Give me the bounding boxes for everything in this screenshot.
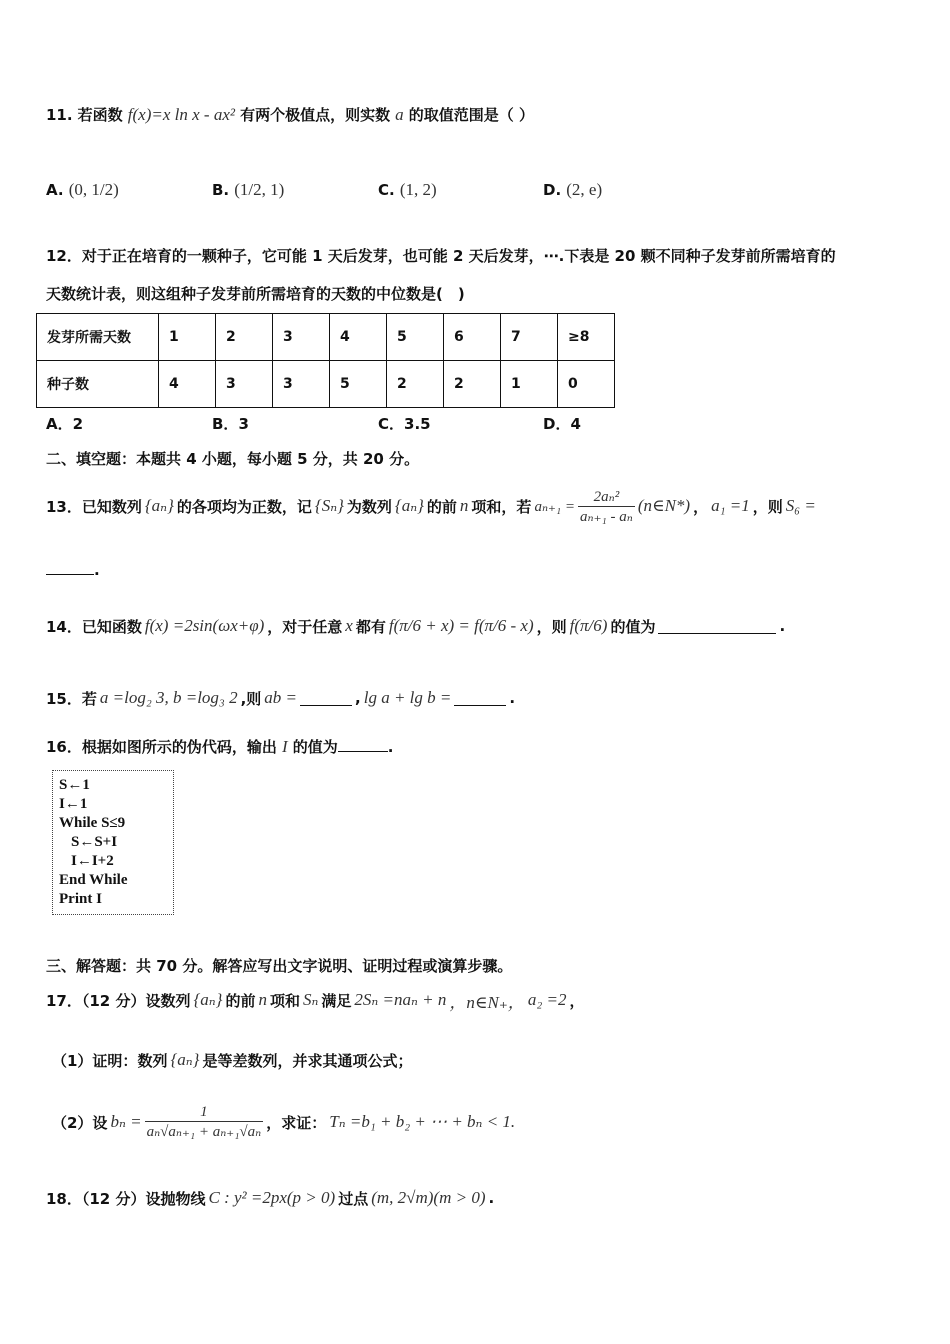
q18-formula: C : y² =2px(p > 0) bbox=[208, 1188, 336, 1207]
option-value: 3 bbox=[238, 415, 249, 433]
option-label: B． bbox=[212, 415, 239, 433]
fraction-denominator: aₙ√aₙ₊₁ + aₙ₊₁√aₙ bbox=[146, 1123, 262, 1140]
code-line: Print I bbox=[59, 891, 102, 907]
fraction-numerator: 2aₙ² bbox=[578, 487, 635, 507]
q13-text: 为数列 bbox=[346, 497, 392, 516]
germination-table bbox=[36, 313, 615, 408]
option-value: (1/2, 1) bbox=[234, 180, 285, 199]
table-cell: 7 bbox=[501, 314, 558, 361]
table-row bbox=[37, 361, 615, 408]
question-11 bbox=[46, 104, 534, 125]
q14-text: 14．已知函数 bbox=[46, 617, 142, 636]
code-line: I←1 bbox=[59, 796, 88, 812]
q11-number: 11. bbox=[46, 106, 73, 124]
q14-text: 的值为 bbox=[610, 617, 656, 636]
option-value: 4 bbox=[570, 415, 581, 433]
q12-option-d bbox=[543, 413, 581, 434]
q13-condition: (n∈N*) bbox=[637, 496, 691, 515]
q17-condition: ，n∈N₊， bbox=[449, 992, 525, 1012]
q11-option-a bbox=[46, 180, 119, 200]
q11-tail: 的取值范围是（ ） bbox=[408, 106, 534, 124]
option-label: D． bbox=[543, 415, 571, 433]
q17-p2-inequality: Tₙ =b₁ + b₂ + ⋯ + bₙ < 1. bbox=[329, 1112, 516, 1131]
q13-formula-lhs: aₙ₊₁ = bbox=[534, 498, 576, 515]
option-value: 2 bbox=[72, 415, 84, 433]
option-label: A. bbox=[46, 181, 64, 199]
option-label: C. bbox=[378, 181, 395, 199]
q17-seq: {aₙ} bbox=[193, 990, 223, 1009]
question-13: 13．已知数列 {aₙ} 的各项均为正数，记 {Sₙ} 为数列 {aₙ} 的前 n 项和，若 aₙ₊₁ = $\frac{\text{2aₙ²}}{\text{aₙ₊₁ - aₙ}}$ (n∈N*) ， a₁ =1 ，则 S₆ = bbox=[46, 488, 816, 525]
q13-seq-a: {aₙ} bbox=[394, 496, 424, 515]
q14-answer-blank[interactable] bbox=[658, 619, 776, 634]
code-line: S←1 bbox=[59, 777, 90, 793]
q13-n: n bbox=[459, 496, 469, 515]
q17-n: n bbox=[258, 990, 267, 1009]
q15-answer-blank-2[interactable] bbox=[454, 691, 506, 706]
q11-option-d bbox=[543, 180, 602, 200]
q13-text: 13．已知数列 bbox=[46, 497, 142, 516]
q11-option-b bbox=[212, 180, 284, 200]
q15-answer-blank-1[interactable] bbox=[300, 691, 352, 706]
q11-var: a bbox=[395, 105, 404, 124]
question-17 bbox=[46, 984, 584, 1016]
q11-formula: f(x)=x ln x - ax² bbox=[127, 105, 235, 124]
pseudocode-box bbox=[52, 770, 174, 915]
fraction-denominator: aₙ₊₁ - aₙ bbox=[580, 508, 633, 525]
option-value: 3.5 bbox=[404, 415, 431, 433]
table-header-cell: 发芽所需天数 bbox=[37, 314, 159, 361]
q17-formula: 2Sₙ =naₙ + n bbox=[354, 990, 447, 1009]
q12-line1: 12．对于正在培育的一颗种子，它可能 1 天后发芽，也可能 2 天后发芽，⋯.下表是 20 颗不同种子发芽前所需培育的 bbox=[46, 247, 836, 265]
q12-line2: 天数统计表，则这组种子发芽前所需培育的天数的中位数是( ) bbox=[46, 285, 465, 303]
q17-seq: {aₙ} bbox=[170, 1050, 200, 1069]
q15-lg: lg a + lg b = bbox=[363, 688, 452, 707]
q17-text: 的前 bbox=[225, 991, 256, 1010]
q11-suffix: 有两个极值点，则实数 bbox=[240, 106, 391, 124]
option-label: B. bbox=[212, 181, 230, 199]
q13-s6: S₆ = bbox=[785, 496, 816, 515]
q16-answer-blank[interactable] bbox=[338, 737, 388, 752]
section-3-heading: 三、解答题：共 70 分。解答应写出文字说明、证明过程或演算步骤。 bbox=[46, 957, 513, 975]
question-14: 14．已知函数 f(x) =2sin(ωx+φ) ，对于任意 x 都有 f(π/6 + x) = f(π/6 - x) ，则 f(π/6) 的值为 . bbox=[46, 616, 786, 636]
q15-text: 15．若 bbox=[46, 689, 97, 708]
q13-text: 项和，若 bbox=[471, 497, 532, 516]
q17-fraction bbox=[145, 1104, 264, 1141]
q14-x: x bbox=[345, 616, 353, 635]
code-line: End While bbox=[59, 872, 128, 888]
q18-end: . bbox=[488, 1189, 495, 1207]
option-label: A． bbox=[46, 415, 73, 433]
q17-sn: Sₙ bbox=[303, 990, 319, 1009]
q14-text: 都有 bbox=[355, 617, 386, 636]
option-label: D. bbox=[543, 181, 562, 199]
question-15 bbox=[46, 680, 515, 716]
q15-formula: a =log₂ 3, b =log₃ 2 bbox=[99, 688, 238, 707]
table-row bbox=[37, 314, 615, 361]
q17-comma: ， bbox=[569, 991, 585, 1010]
q11-prefix: 若函数 bbox=[77, 106, 123, 124]
fraction-numerator: 1 bbox=[145, 1104, 264, 1122]
q14-fvalue: f(π/6) bbox=[569, 616, 608, 635]
option-value: (1, 2) bbox=[399, 180, 437, 199]
q15-ab: ab = bbox=[264, 688, 298, 707]
q17-a2: a₂ =2 bbox=[527, 990, 567, 1009]
q13-text: 的前 bbox=[426, 497, 457, 516]
q17-p2-label: （2）设 bbox=[52, 1113, 108, 1132]
q15-separator: , bbox=[355, 689, 361, 707]
q17-p2-mid: ，求证： bbox=[266, 1113, 327, 1132]
q12-option-a bbox=[46, 413, 83, 434]
q17-p1-label: （1）证明：数列 bbox=[52, 1051, 168, 1070]
q16-tail: 的值为 bbox=[292, 738, 338, 756]
q14-text: ，则 bbox=[536, 617, 567, 636]
q12-option-b bbox=[212, 413, 249, 434]
q13-answer-blank[interactable]: . bbox=[46, 560, 100, 579]
q16-var: I bbox=[281, 737, 288, 756]
table-cell: 3 bbox=[273, 361, 330, 408]
q17-text: 项和 bbox=[270, 991, 301, 1010]
question-18 bbox=[46, 1182, 494, 1214]
table-cell: 1 bbox=[501, 361, 558, 408]
table-cell: 6 bbox=[444, 314, 501, 361]
q17-part-2 bbox=[52, 1098, 515, 1146]
table-cell: 2 bbox=[444, 361, 501, 408]
section-2-heading: 二、填空题：本题共 4 小题，每小题 5 分，共 20 分。 bbox=[46, 450, 420, 468]
q17-part-1 bbox=[52, 1045, 412, 1075]
table-header-cell: 种子数 bbox=[37, 361, 159, 408]
q13-text: ，则 bbox=[752, 497, 783, 516]
q18-text: 过点 bbox=[338, 1189, 369, 1208]
q16-end: . bbox=[387, 738, 394, 756]
option-value: (0, 1/2) bbox=[68, 180, 119, 199]
table-cell: 3 bbox=[273, 314, 330, 361]
q15-text: ,则 bbox=[240, 689, 262, 708]
q17-p1-tail: 是等差数列，并求其通项公式； bbox=[202, 1051, 413, 1070]
q13-fraction bbox=[578, 487, 635, 526]
q17-text: 17．（12 分）设数列 bbox=[46, 991, 191, 1010]
code-line: S←S+I bbox=[71, 834, 118, 850]
table-cell: ≥8 bbox=[558, 314, 615, 361]
table-cell: 0 bbox=[558, 361, 615, 408]
q12-option-c bbox=[378, 413, 431, 434]
table-cell: 5 bbox=[330, 361, 387, 408]
table-cell: 2 bbox=[387, 361, 444, 408]
q13-seq-a: {aₙ} bbox=[144, 496, 174, 515]
code-line: I←I+2 bbox=[71, 853, 114, 869]
q18-point: (m, 2√m)(m > 0) bbox=[371, 1188, 486, 1207]
q18-text: 18．（12 分）设抛物线 bbox=[46, 1189, 206, 1208]
table-cell: 4 bbox=[159, 361, 216, 408]
table-cell: 3 bbox=[216, 361, 273, 408]
question-16 bbox=[46, 736, 393, 757]
table-cell: 2 bbox=[216, 314, 273, 361]
table-cell: 5 bbox=[387, 314, 444, 361]
table-cell: 4 bbox=[330, 314, 387, 361]
q15-end: . bbox=[509, 689, 516, 707]
q17-text: 满足 bbox=[321, 991, 352, 1010]
q16-text: 16．根据如图所示的伪代码，输出 bbox=[46, 738, 277, 756]
q13-seq-s: {Sₙ} bbox=[314, 496, 344, 515]
q17-p2-lhs: bₙ = bbox=[110, 1112, 142, 1131]
table-cell: 1 bbox=[159, 314, 216, 361]
option-value: (2, e) bbox=[566, 180, 603, 199]
q13-text: 的各项均为正数，记 bbox=[176, 497, 312, 516]
option-label: C． bbox=[378, 415, 405, 433]
q14-equation: f(π/6 + x) = f(π/6 - x) bbox=[388, 616, 534, 635]
q14-text: ，对于任意 bbox=[267, 617, 343, 636]
q13-a1: a₁ =1 bbox=[711, 496, 750, 515]
code-line: While S≤9 bbox=[59, 815, 126, 831]
q14-formula: f(x) =2sin(ωx+φ) bbox=[144, 616, 265, 635]
q11-option-c bbox=[378, 180, 437, 200]
